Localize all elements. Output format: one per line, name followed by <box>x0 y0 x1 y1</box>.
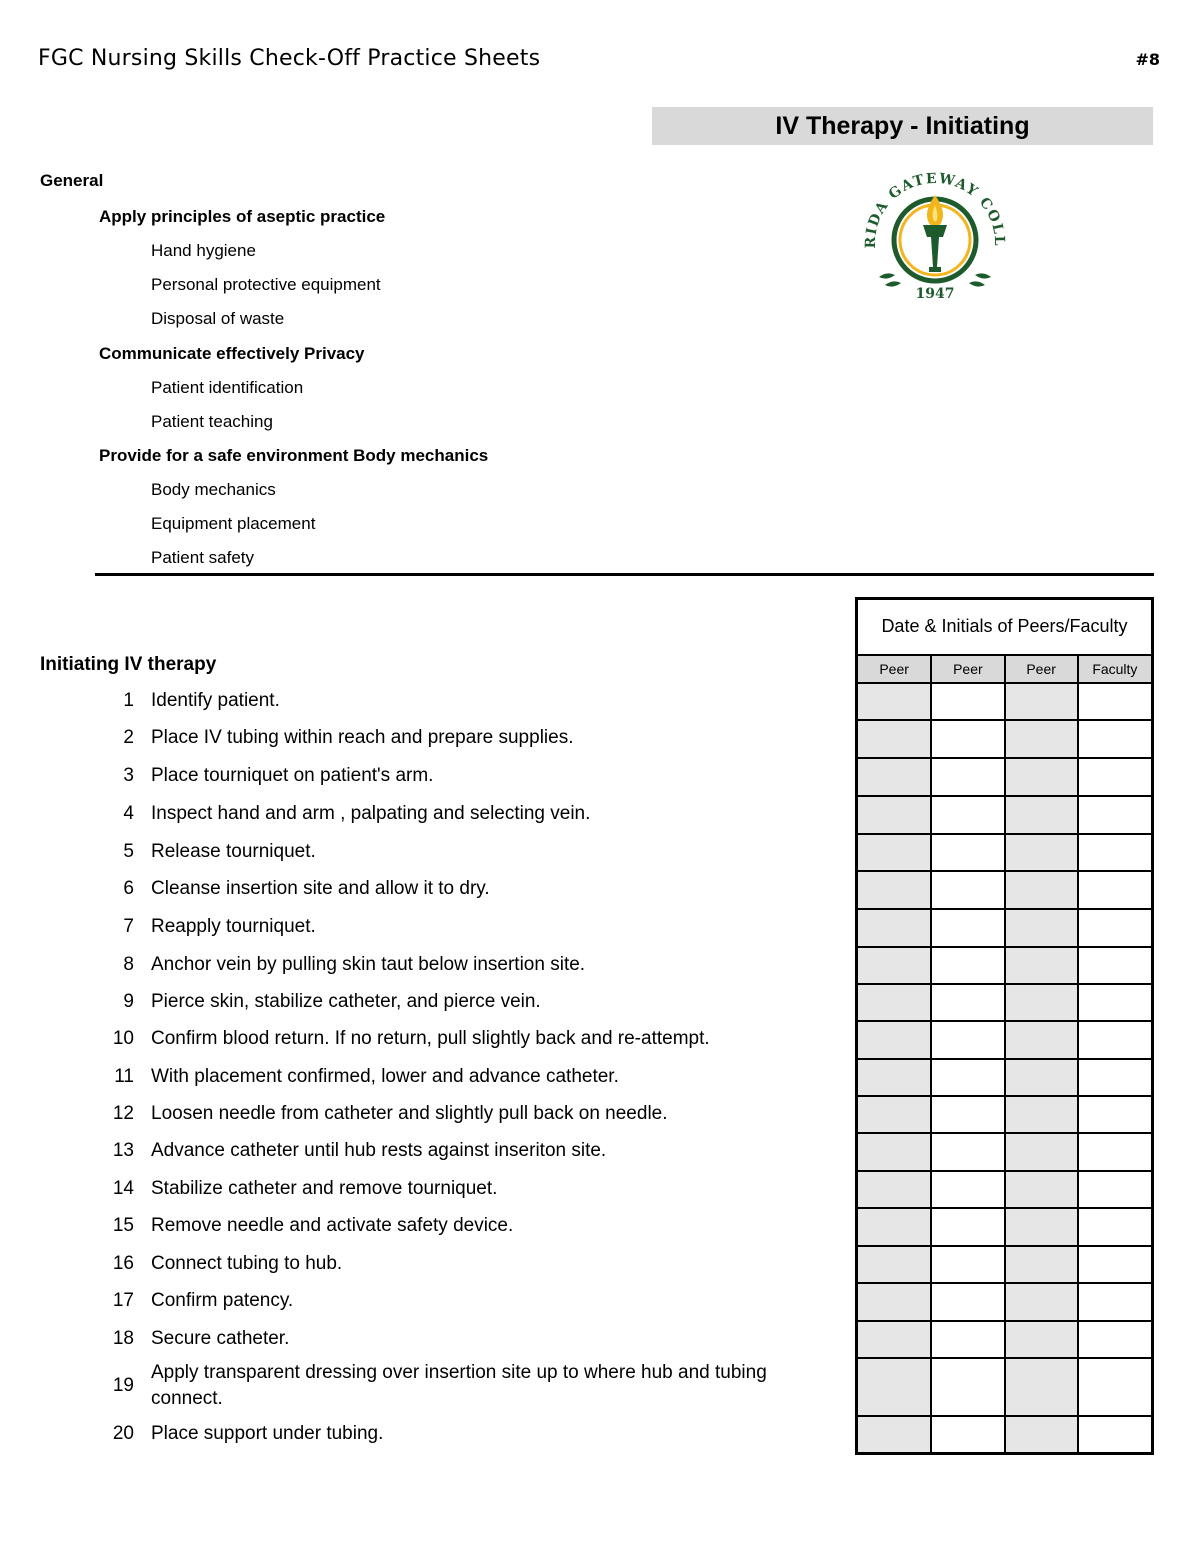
college-logo <box>855 165 1015 305</box>
general-category: Provide for a safe environment Body mechanics <box>99 446 489 465</box>
signoff-cell[interactable] <box>1078 871 1151 909</box>
signoff-row <box>858 1416 1151 1452</box>
general-subitem: Patient identification <box>151 378 304 397</box>
signoff-cell[interactable] <box>931 720 1004 758</box>
signoff-cell[interactable] <box>1005 1059 1078 1096</box>
procedure-step <box>0 795 820 833</box>
signoff-cell[interactable] <box>858 984 931 1021</box>
step-text: Remove needle and activate safety device. <box>151 1215 514 1236</box>
signoff-cell[interactable] <box>1005 1208 1078 1246</box>
signoff-cell[interactable] <box>858 909 931 947</box>
signoff-cell[interactable] <box>1005 1096 1078 1133</box>
signoff-cell[interactable] <box>858 720 931 758</box>
signoff-cell[interactable] <box>931 1358 1004 1416</box>
step-number: 20 <box>112 1423 134 1444</box>
procedure-step <box>0 719 820 757</box>
procedure-step <box>0 870 820 908</box>
signoff-row <box>858 984 1151 1021</box>
signoff-row <box>858 1171 1151 1208</box>
signoff-cell[interactable] <box>931 1321 1004 1358</box>
signoff-cell[interactable] <box>931 984 1004 1021</box>
general-subitem: Patient teaching <box>151 412 273 431</box>
step-text: Identify patient. <box>151 690 280 711</box>
section-divider <box>95 573 1154 576</box>
general-subitem: Personal protective equipment <box>151 275 381 294</box>
signoff-cell[interactable] <box>931 1416 1004 1452</box>
step-number: 17 <box>112 1290 134 1311</box>
page-number: #8 <box>1135 50 1160 69</box>
step-number: 6 <box>123 878 134 899</box>
signoff-cell[interactable] <box>931 796 1004 834</box>
signoff-cell[interactable] <box>1078 1021 1151 1059</box>
step-number: 4 <box>123 803 134 824</box>
step-text: Secure catheter. <box>151 1328 290 1349</box>
signoff-cell[interactable] <box>1078 683 1151 720</box>
signoff-column-header: Peer <box>858 656 931 683</box>
signoff-cell[interactable] <box>1005 1283 1078 1321</box>
signoff-row <box>858 1283 1151 1321</box>
general-category: Communicate effectively Privacy <box>99 344 365 363</box>
signoff-cell[interactable] <box>858 1059 931 1096</box>
signoff-cell[interactable] <box>1078 1208 1151 1246</box>
general-subitem: Disposal of waste <box>151 309 285 328</box>
signoff-cell[interactable] <box>931 1171 1004 1208</box>
signoff-cell[interactable] <box>931 1096 1004 1133</box>
signoff-cell[interactable] <box>1078 796 1151 834</box>
step-text: Reapply tourniquet. <box>151 916 316 937</box>
signoff-cell[interactable] <box>1005 1021 1078 1059</box>
procedure-section-title: Initiating IV therapy <box>40 654 217 675</box>
step-text: Confirm blood return. If no return, pull slightly back and re-attempt. <box>151 1028 710 1049</box>
signoff-cell[interactable] <box>858 1133 931 1171</box>
step-number: 14 <box>112 1178 134 1199</box>
signoff-table <box>858 656 1151 1452</box>
procedure-step <box>0 908 820 946</box>
general-section-title: General <box>40 171 104 190</box>
signoff-cell[interactable] <box>1078 984 1151 1021</box>
step-text: Cleanse insertion site and allow it to dry. <box>151 878 490 899</box>
signoff-cell[interactable] <box>858 683 931 720</box>
signoff-row <box>858 720 1151 758</box>
signoff-cell[interactable] <box>858 1208 931 1246</box>
step-number: 11 <box>114 1066 134 1087</box>
signoff-cell[interactable] <box>1005 834 1078 871</box>
general-category: Apply principles of aseptic practice <box>99 207 386 226</box>
signoff-cell[interactable] <box>931 834 1004 871</box>
step-text: Stabilize catheter and remove tourniquet. <box>151 1178 498 1199</box>
signoff-cell[interactable] <box>858 947 931 984</box>
general-subitem: Hand hygiene <box>151 241 256 260</box>
procedure-step <box>0 1020 820 1058</box>
svg-text:FLORIDA GATEWAY COLLEGE: RIDA GATEWAY COLL <box>862 170 1008 249</box>
signoff-cell[interactable] <box>931 1246 1004 1283</box>
step-text: Inspect hand and arm , palpating and selecting vein. <box>151 803 591 824</box>
signoff-row <box>858 871 1151 909</box>
signoff-column-header: Faculty <box>1078 656 1151 683</box>
signoff-cell[interactable] <box>858 1321 931 1358</box>
signoff-row <box>858 1208 1151 1246</box>
signoff-cell[interactable] <box>1078 834 1151 871</box>
signoff-column-header: Peer <box>931 656 1004 683</box>
signoff-cell[interactable] <box>931 1283 1004 1321</box>
signoff-cell[interactable] <box>1078 1321 1151 1358</box>
procedure-step <box>0 757 820 795</box>
step-text: Place IV tubing within reach and prepare supplies. <box>151 727 574 748</box>
procedure-step <box>0 682 820 719</box>
signoff-row <box>858 1133 1151 1171</box>
signoff-cell[interactable] <box>1005 909 1078 947</box>
step-text: Confirm patency. <box>151 1290 294 1311</box>
signoff-cell[interactable] <box>858 1096 931 1133</box>
step-number: 15 <box>112 1215 134 1236</box>
signoff-cell[interactable] <box>1078 720 1151 758</box>
step-number: 18 <box>112 1328 134 1349</box>
signoff-cell[interactable] <box>858 1416 931 1452</box>
signoff-column-header: Peer <box>1005 656 1078 683</box>
signoff-cell[interactable] <box>1005 683 1078 720</box>
step-text: Apply transparent dressing over insertion site up to where hub and tubing connect. <box>151 1362 767 1409</box>
signoff-row <box>858 758 1151 796</box>
signoff-row <box>858 1021 1151 1059</box>
step-number: 3 <box>123 765 134 786</box>
signoff-cell[interactable] <box>1005 871 1078 909</box>
step-number: 1 <box>123 690 134 711</box>
signoff-cell[interactable] <box>858 1246 931 1283</box>
step-text: Pierce skin, stabilize catheter, and pierce vein. <box>151 991 541 1012</box>
signoff-cell[interactable] <box>1005 984 1078 1021</box>
procedure-step <box>0 1320 820 1357</box>
skill-title: IV Therapy - Initiating <box>652 107 1153 145</box>
procedure-step <box>0 1132 820 1170</box>
signoff-cell[interactable] <box>1078 1133 1151 1171</box>
step-number: 19 <box>112 1375 134 1396</box>
signoff-cell[interactable] <box>1005 1416 1078 1452</box>
signoff-cell[interactable] <box>931 947 1004 984</box>
step-number: 9 <box>123 991 134 1012</box>
signoff-row <box>858 1246 1151 1283</box>
general-subitem: Body mechanics <box>151 480 276 499</box>
signoff-cell[interactable] <box>931 1059 1004 1096</box>
step-number: 8 <box>123 954 134 975</box>
signoff-cell[interactable] <box>1005 720 1078 758</box>
document-header-title: FGC Nursing Skills Check-Off Practice Sheets <box>38 46 541 71</box>
procedure-step <box>0 1282 820 1320</box>
step-number: 10 <box>112 1028 134 1049</box>
signoff-row <box>858 1358 1151 1416</box>
signoff-cell[interactable] <box>931 1021 1004 1059</box>
step-number: 16 <box>112 1253 134 1274</box>
signoff-cell[interactable] <box>1005 947 1078 984</box>
signoff-cell[interactable] <box>858 758 931 796</box>
step-number: 7 <box>123 916 134 937</box>
signoff-cell[interactable] <box>1005 1321 1078 1358</box>
step-text: With placement confirmed, lower and advance catheter. <box>151 1066 619 1087</box>
step-text: Loosen needle from catheter and slightly pull back on needle. <box>151 1103 668 1124</box>
step-text: Anchor vein by pulling skin taut below insertion site. <box>151 954 586 975</box>
signoff-cell[interactable] <box>931 1208 1004 1246</box>
step-number: 13 <box>112 1140 134 1161</box>
signoff-cell[interactable] <box>1005 1133 1078 1171</box>
signoff-cell[interactable] <box>931 683 1004 720</box>
signoff-cell[interactable] <box>858 871 931 909</box>
signoff-cell[interactable] <box>1078 1358 1151 1416</box>
procedure-step <box>0 1357 820 1415</box>
procedure-step <box>0 1207 820 1245</box>
signoff-row <box>858 1096 1151 1133</box>
signoff-cell[interactable] <box>858 796 931 834</box>
step-number: 12 <box>112 1103 134 1124</box>
signoff-cell[interactable] <box>1005 758 1078 796</box>
signoff-cell[interactable] <box>1078 1059 1151 1096</box>
signoff-cell[interactable] <box>1078 1283 1151 1321</box>
step-text: Release tourniquet. <box>151 841 316 862</box>
procedure-step <box>0 983 820 1020</box>
signoff-cell[interactable] <box>931 871 1004 909</box>
signoff-row <box>858 1059 1151 1096</box>
signoff-row <box>858 1321 1151 1358</box>
step-text: Advance catheter until hub rests against inseriton site. <box>151 1140 607 1161</box>
signoff-cell[interactable] <box>858 1021 931 1059</box>
step-text: Place tourniquet on patient's arm. <box>151 765 434 786</box>
signoff-cell[interactable] <box>858 834 931 871</box>
logo-year: 1947 <box>915 286 955 302</box>
signoff-cell[interactable] <box>1078 947 1151 984</box>
procedure-step <box>0 833 820 870</box>
signoff-cell[interactable] <box>858 1358 931 1416</box>
signoff-cell[interactable] <box>931 909 1004 947</box>
signoff-cell[interactable] <box>1078 758 1151 796</box>
signoff-cell[interactable] <box>1078 1246 1151 1283</box>
signoff-row <box>858 683 1151 720</box>
signoff-cell[interactable] <box>1078 1096 1151 1133</box>
step-text: Place support under tubing. <box>151 1423 384 1444</box>
procedure-step <box>0 1245 820 1282</box>
signoff-cell[interactable] <box>1078 1171 1151 1208</box>
signoff-cell[interactable] <box>858 1283 931 1321</box>
procedure-step <box>0 946 820 983</box>
step-text: Connect tubing to hub. <box>151 1253 343 1274</box>
signoff-grid <box>855 597 1154 1455</box>
signoff-header: Date & Initials of Peers/Faculty <box>858 600 1151 656</box>
procedure-step <box>0 1170 820 1207</box>
signoff-cell[interactable] <box>931 1133 1004 1171</box>
signoff-cell[interactable] <box>858 1171 931 1208</box>
signoff-row <box>858 909 1151 947</box>
signoff-row <box>858 834 1151 871</box>
step-number: 2 <box>123 727 134 748</box>
signoff-cell[interactable] <box>1005 1358 1078 1416</box>
signoff-cell[interactable] <box>1005 1171 1078 1208</box>
signoff-cell[interactable] <box>1005 1246 1078 1283</box>
signoff-cell[interactable] <box>931 758 1004 796</box>
signoff-cell[interactable] <box>1078 1416 1151 1452</box>
procedure-step <box>0 1095 820 1132</box>
signoff-cell[interactable] <box>1078 909 1151 947</box>
general-subitem: Equipment placement <box>151 514 316 533</box>
step-number: 5 <box>123 841 134 862</box>
signoff-cell[interactable] <box>1005 796 1078 834</box>
signoff-row <box>858 796 1151 834</box>
procedure-step <box>0 1058 820 1095</box>
procedure-step <box>0 1415 820 1452</box>
general-subitem: Patient safety <box>151 548 255 567</box>
signoff-row <box>858 947 1151 984</box>
